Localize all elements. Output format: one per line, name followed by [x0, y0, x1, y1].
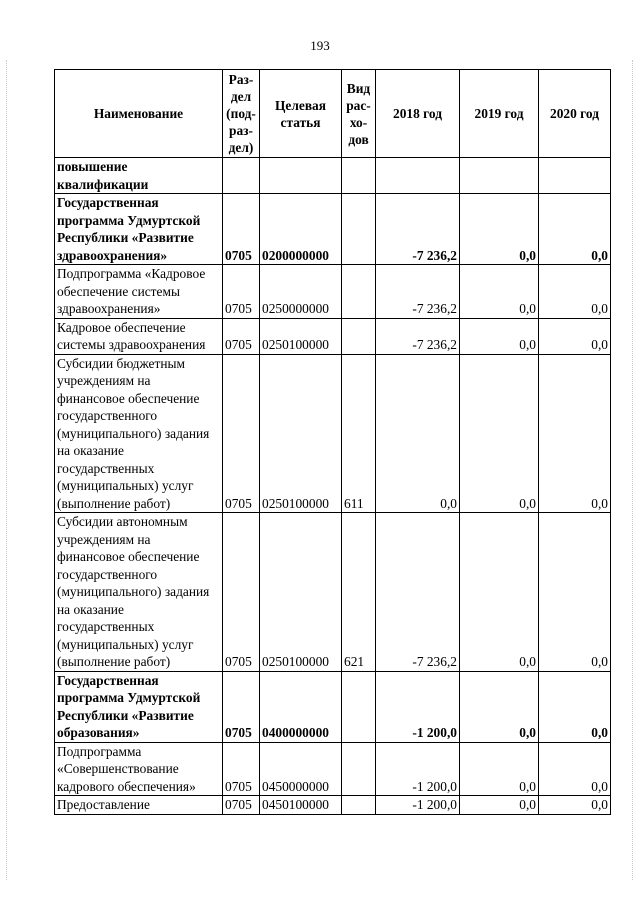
row-2019: 0,0 — [460, 796, 539, 815]
row-name: Предоставление — [55, 796, 223, 815]
header-section: Раз- дел (под- раз- дел) — [223, 70, 260, 158]
row-2018: -7 236,2 — [376, 513, 460, 672]
row-name: Субсидии автономным учреждениям на финансовое обеспечение государственного (муниципального) задания на оказание государственных (муниципальных) услуг (выполнение работ) — [55, 513, 223, 672]
row-expense — [342, 265, 376, 319]
table-row — [55, 742, 611, 796]
row-2019: 0,0 — [460, 513, 539, 672]
row-2020: 0,0 — [539, 742, 611, 796]
row-target: 0450000000 — [260, 742, 342, 796]
row-name: Подпрограмма «Совершенствование кадрового обеспечения» — [55, 742, 223, 796]
row-section: 0705 — [223, 194, 260, 265]
table-row — [55, 796, 611, 815]
row-name: Подпрограмма «Кадровое обеспечение системы здравоохранения» — [55, 265, 223, 319]
row-2018: 0,0 — [376, 354, 460, 513]
row-2018: -1 200,0 — [376, 671, 460, 742]
row-2018: -7 236,2 — [376, 194, 460, 265]
row-2020: 0,0 — [539, 671, 611, 742]
budget-table — [54, 69, 611, 815]
row-name: Государственная программа Удмуртской Республики «Развитие здравоохранения» — [55, 194, 223, 265]
table-row — [55, 194, 611, 265]
row-name: Субсидии бюджетным учреждениям на финансовое обеспечение государственного (муниципального) задания на оказание государственных (муниципальных) услуг (выполнение работ) — [55, 354, 223, 513]
header-name: Наименование — [55, 70, 223, 158]
header-target: Целевая статья — [260, 70, 342, 158]
left-margin-dots — [6, 60, 8, 880]
row-expense: 621 — [342, 513, 376, 672]
row-2019: 0,0 — [460, 354, 539, 513]
row-section: 0705 — [223, 513, 260, 672]
table-row — [55, 318, 611, 354]
header-expense: Вид рас- хо- дов — [342, 70, 376, 158]
page-number: 193 — [310, 38, 330, 53]
row-2018: -1 200,0 — [376, 742, 460, 796]
row-expense — [342, 194, 376, 265]
row-2018: -7 236,2 — [376, 265, 460, 319]
row-name: Кадровое обеспечение системы здравоохранения — [55, 318, 223, 354]
row-expense — [342, 742, 376, 796]
row-name: повышение квалификации — [55, 158, 223, 194]
row-section: 0705 — [223, 796, 260, 815]
row-section — [223, 158, 260, 194]
row-section: 0705 — [223, 354, 260, 513]
header-2018: 2018 год — [376, 70, 460, 158]
row-expense: 611 — [342, 354, 376, 513]
row-2018 — [376, 158, 460, 194]
table-row — [55, 513, 611, 672]
row-target: 0450100000 — [260, 796, 342, 815]
table-row — [55, 671, 611, 742]
row-2019: 0,0 — [460, 742, 539, 796]
row-2020: 0,0 — [539, 318, 611, 354]
row-2018: -7 236,2 — [376, 318, 460, 354]
row-2019 — [460, 158, 539, 194]
row-section: 0705 — [223, 265, 260, 319]
row-section: 0705 — [223, 742, 260, 796]
row-2019: 0,0 — [460, 265, 539, 319]
row-target: 0250000000 — [260, 265, 342, 319]
row-expense — [342, 671, 376, 742]
row-2018: -1 200,0 — [376, 796, 460, 815]
table-row — [55, 354, 611, 513]
table-row — [55, 158, 611, 194]
right-margin-dots — [632, 60, 634, 880]
row-name: Государственная программа Удмуртской Республики «Развитие образования» — [55, 671, 223, 742]
row-target: 0250100000 — [260, 513, 342, 672]
row-section: 0705 — [223, 318, 260, 354]
row-2020: 0,0 — [539, 796, 611, 815]
table-row — [55, 265, 611, 319]
row-2020: 0,0 — [539, 265, 611, 319]
row-2020: 0,0 — [539, 513, 611, 672]
row-target: 0250100000 — [260, 318, 342, 354]
header-2019: 2019 год — [460, 70, 539, 158]
row-2019: 0,0 — [460, 194, 539, 265]
row-2019: 0,0 — [460, 318, 539, 354]
header-2020: 2020 год — [539, 70, 611, 158]
header-row — [55, 70, 611, 158]
row-2020 — [539, 158, 611, 194]
row-expense — [342, 158, 376, 194]
row-2020: 0,0 — [539, 194, 611, 265]
row-expense — [342, 796, 376, 815]
row-target — [260, 158, 342, 194]
row-expense — [342, 318, 376, 354]
row-target: 0250100000 — [260, 354, 342, 513]
row-2020: 0,0 — [539, 354, 611, 513]
row-target: 0200000000 — [260, 194, 342, 265]
row-section: 0705 — [223, 671, 260, 742]
row-target: 0400000000 — [260, 671, 342, 742]
row-2019: 0,0 — [460, 671, 539, 742]
